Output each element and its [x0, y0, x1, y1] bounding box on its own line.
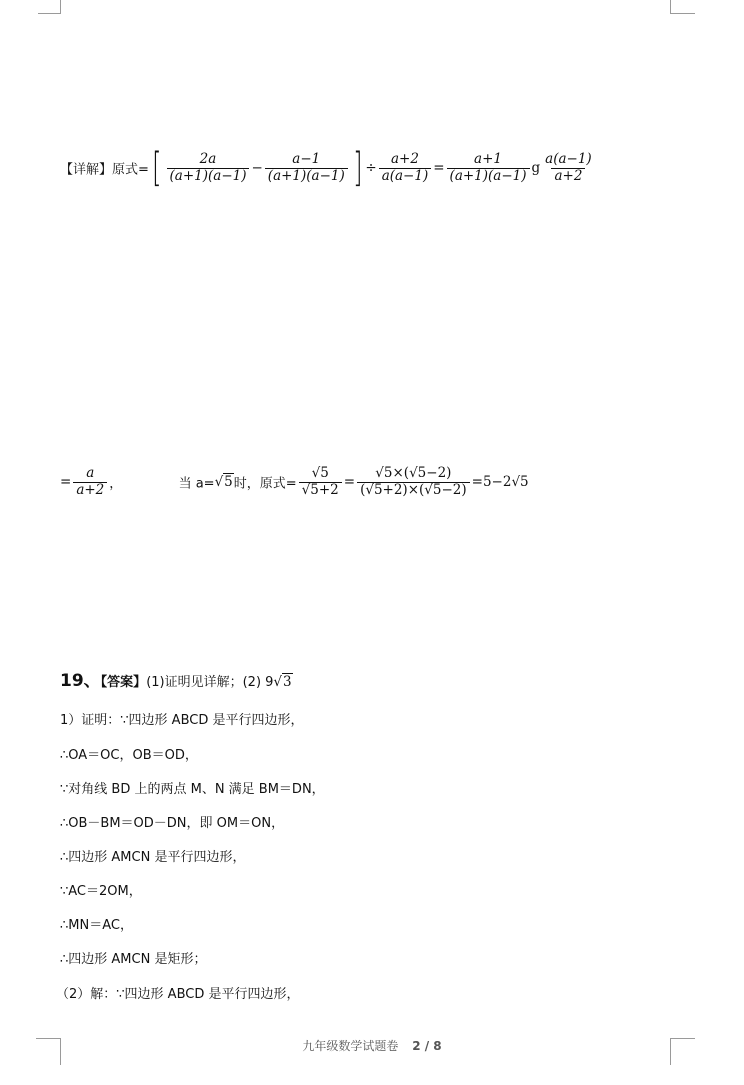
proof-line: ∴OA＝OC，OB＝OD，: [60, 748, 198, 763]
fraction-3: $\frac{a+2}{a(a-1)}$: [379, 152, 432, 184]
proof-line: （2）解：∵四边形 ABCD 是平行四边形，: [56, 987, 300, 1002]
detail-line: 【详解】原式=[ $\frac{2a}{(a+1)(a-1)}$ − $\frac{a-1}{(a+1)(a-1)}$ ] ÷ $\frac{a+2}{a(a-1)}$ = $\frac{a+1}{(a+1)(a-1)}$ g $\frac{a(a-1)}{a+2}$: [60, 148, 597, 188]
result-fraction: $\frac{a}{a+2}$: [73, 466, 107, 498]
crop-mark-top-left: [38, 0, 61, 14]
proof-line: 1）证明：∵四边形 ABCD 是平行四边形，: [60, 713, 304, 728]
question-number: 19、: [60, 671, 101, 691]
q19-answer-line: 19、【答案】(1)证明见详解；(2) 9√3: [60, 671, 292, 691]
proof-line: ∴四边形 AMCN 是矩形；: [60, 952, 207, 967]
answer-label: 【答案】: [100, 675, 147, 690]
fraction-1: $\frac{2a}{(a+1)(a-1)}$: [167, 152, 250, 184]
fraction-4: $\frac{a+1}{(a+1)(a-1)}$: [447, 152, 530, 184]
fraction-2: $\frac{a-1}{(a+1)(a-1)}$: [265, 152, 348, 184]
result-line: = $\frac{a}{a+2}$ ， 当 a=√5时，原式= $\frac{√5}{√5+2}$ = $\frac{√5\times(√5-2)}{(√5+2)\times(√5-2)}$ =5−2√5: [60, 465, 529, 498]
result-fraction-2: $\frac{√5}{√5+2}$: [299, 466, 342, 498]
proof-line: ∵对角线 BD 上的两点 M、N 满足 BM＝DN，: [60, 782, 325, 797]
proof-line: ∴MN＝AC，: [60, 918, 133, 933]
detail-label: 【详解】原式=: [60, 162, 149, 178]
answer-text: (1)证明见详解；(2) 9: [146, 675, 274, 690]
result-fraction-3: $\frac{√5\times(√5-2)}{(√5+2)\times(√5-2)}$: [357, 466, 470, 498]
right-bracket: ]: [352, 145, 363, 191]
crop-mark-top-right: [670, 0, 695, 14]
proof-line: ∴四边形 AMCN 是平行四边形，: [60, 850, 246, 865]
page-footer: [0, 1037, 744, 1054]
footer-title: 九年级数学试题卷: [302, 1039, 399, 1053]
proof-line: ∴OB－BM＝OD－DN，即 OM＝ON，: [60, 816, 285, 831]
page-number: 2 / 8: [412, 1039, 442, 1053]
fraction-5: $\frac{a(a-1)}{a+2}$: [545, 150, 592, 184]
left-bracket: [: [152, 145, 162, 191]
proof-line: ∵AC＝2OM，: [60, 884, 142, 899]
